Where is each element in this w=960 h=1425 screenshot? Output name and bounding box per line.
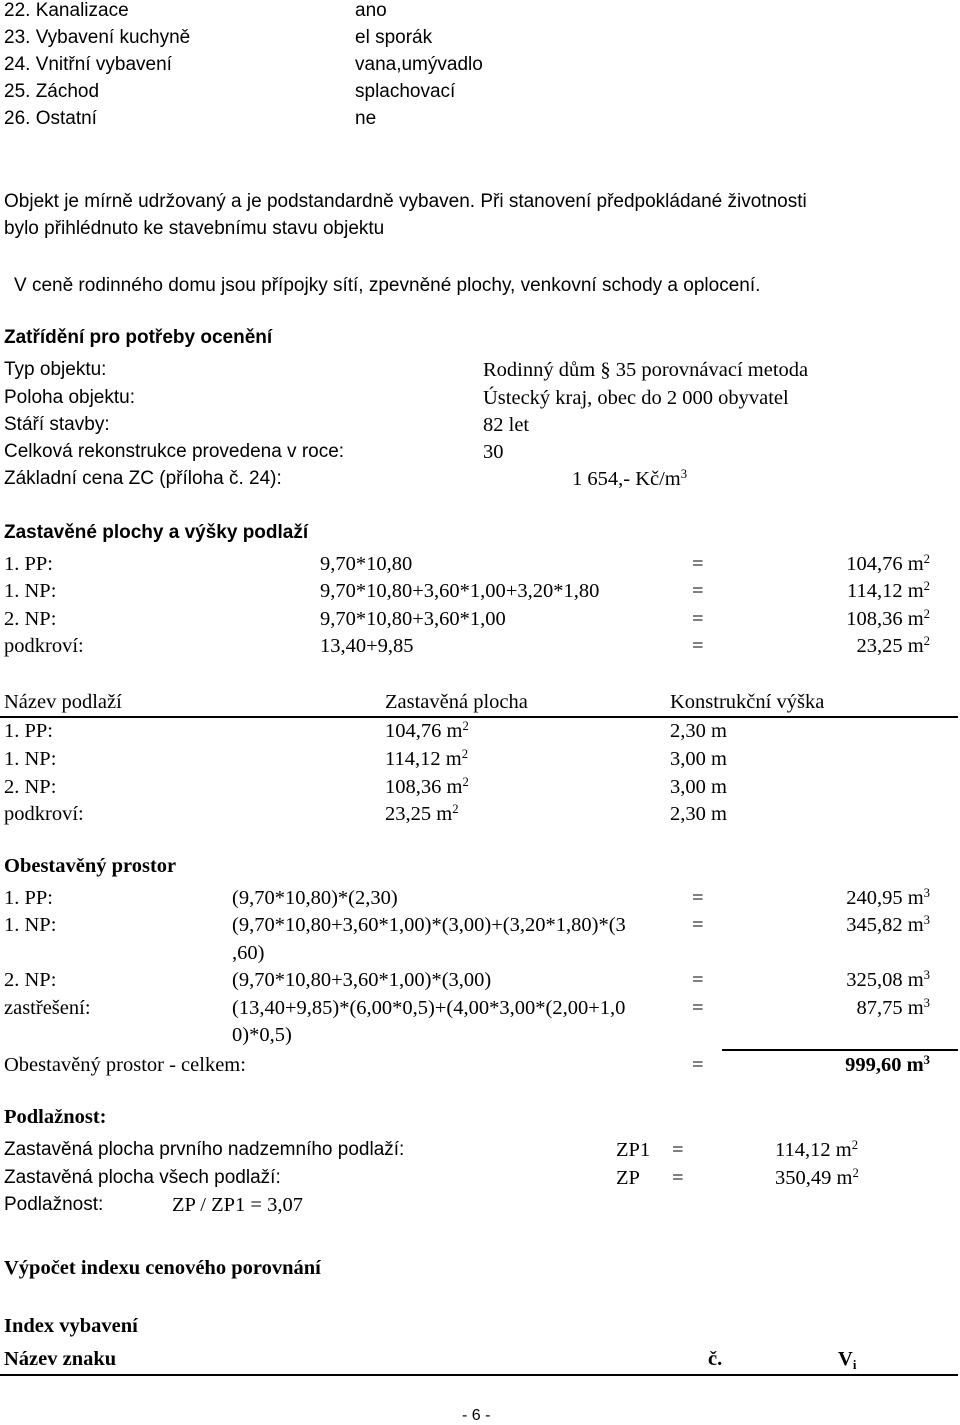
equipment-value-24: vana,umývadlo [355, 54, 483, 75]
floor-area-label: 1. PP: [4, 553, 53, 575]
floor-area-result: 104,76 $m^2$ [846, 552, 930, 575]
floor-area-label: 2. NP: [4, 608, 57, 630]
equipment-value-23: el sporák [355, 27, 433, 48]
floor-area-formula: 9,70*10,80 [320, 553, 413, 575]
equipment-value-25: splachovací [355, 81, 456, 102]
floor-ratio-result-label: Podlažnost: [4, 1194, 104, 1215]
equipment-value-22: ano [355, 0, 387, 21]
volume-total-rule [722, 1049, 958, 1051]
volume-label: zastřešení: [4, 997, 91, 1019]
col-number: č. [708, 1348, 723, 1370]
floor-table-header-rule [0, 716, 958, 718]
equipment-index-heading: Index vybavení [4, 1315, 138, 1337]
floor-table-name: 1. PP: [4, 720, 53, 742]
volume-formula: (9,70*10,80+3,60*1,00)*(3,00)+(3,20*1,80)*(3 [232, 914, 626, 936]
floor-table-header-height: Konstrukční výška [670, 691, 825, 713]
floor-ratio-heading: Podlažnost: [4, 1106, 107, 1128]
volume-label: 1. PP: [4, 887, 53, 909]
maintenance-paragraph-line2: bylo přihlédnuto ke stavebnímu stavu objektu [4, 218, 385, 239]
floor-table-area: 108,36 $m^2$ [385, 775, 469, 798]
floor-ratio-code: ZP [616, 1167, 640, 1189]
col-v-index: $V_i$ [838, 1348, 857, 1372]
volume-formula: (9,70*10,80+3,60*1,00)*(3,00) [232, 969, 492, 991]
volume-result: 240,95 $m^3$ [846, 886, 930, 909]
volume-equals: = [692, 969, 704, 991]
volume-result: 325,08 $m^3$ [846, 968, 930, 991]
col-feature-name: Název znaku [4, 1348, 117, 1370]
floor-ratio-value: 114,12 $m^2$ [775, 1138, 859, 1161]
floor-ratio-equals: = [672, 1167, 684, 1189]
floor-area-result: 108,36 $m^2$ [846, 607, 930, 630]
floor-area-result: 114,12 $m^2$ [846, 579, 930, 602]
price-index-heading: Výpočet indexu cenového porovnání [4, 1257, 321, 1279]
floor-table-name: 1. NP: [4, 748, 57, 770]
volume-formula-continued: ,60) [232, 942, 265, 964]
object-type-label: Typ objektu: [4, 359, 107, 380]
volume-formula-continued: 0)*0,5) [232, 1024, 292, 1046]
floor-area-equals: = [692, 580, 704, 602]
floor-area-equals: = [692, 635, 704, 657]
volume-total-equals: = [692, 1054, 704, 1076]
floor-table-area: 114,12 $m^2$ [385, 747, 469, 770]
reconstruction-value: 30 [483, 441, 504, 463]
equipment-label-22: 22. Kanalizace [4, 0, 129, 21]
volume-result: 345,82 $m^3$ [846, 913, 930, 936]
floor-area-label: podkroví: [4, 635, 84, 657]
floor-table-header-name: Název podlaží [4, 691, 122, 713]
age-label: Stáří stavby: [4, 414, 110, 435]
volume-formula: (9,70*10,80)*(2,30) [232, 887, 398, 909]
base-price-value: 1 654,- $Kč/m^3$ [572, 467, 688, 490]
equipment-label-25: 25. Záchod [4, 81, 100, 102]
floor-ratio-label: Zastavěná plocha prvního nadzemního podlaží: [4, 1139, 405, 1160]
volume-equals: = [692, 914, 704, 936]
floor-ratio-code: ZP1 [616, 1139, 651, 1161]
floor-table-height: 3,00 m [670, 776, 727, 798]
floor-table-area: 23,25 $m^2$ [385, 802, 459, 825]
floor-areas-heading: Zastavěné plochy a výšky podlaží [4, 522, 309, 543]
floor-table-name: podkroví: [4, 803, 84, 825]
floor-area-equals: = [692, 608, 704, 630]
maintenance-paragraph-line1: Objekt je mírně udržovaný a je podstandardně vybaven. Při stanovení předpokládané životnosti [4, 191, 807, 212]
location-label: Poloha objektu: [4, 387, 135, 408]
classification-heading: Zatřídění pro potřeby ocenění [4, 327, 273, 348]
section-sign-icon: § [600, 359, 611, 381]
floor-table-height: 3,00 m [670, 748, 727, 770]
equipment-value-26: ne [355, 108, 377, 129]
equipment-label-24: 24. Vnitřní vybavení [4, 54, 172, 75]
floor-ratio-value: 350,49 $m^2$ [775, 1166, 859, 1189]
base-price-label: Základní cena ZC (příloha č. 24): [4, 468, 282, 489]
floor-area-formula: 13,40+9,85 [320, 635, 414, 657]
location-value: Ústecký kraj, obec do 2 000 obyvatel [483, 387, 789, 409]
page-number: - 6 - [462, 1407, 491, 1424]
volume-result: 87,75 $m^3$ [856, 996, 930, 1019]
floor-area-formula: 9,70*10,80+3,60*1,00 [320, 608, 506, 630]
floor-area-result: 23,25 $m^2$ [856, 634, 930, 657]
floor-ratio-equals: = [672, 1139, 684, 1161]
object-type-value: Rodinný dům § 35 porovnávací metoda [483, 359, 809, 381]
volume-formula: (13,40+9,85)*(6,00*0,5)+(4,00*3,00*(2,00+1,0 [232, 997, 626, 1019]
floor-table-header-area: Zastavěná plocha [385, 691, 528, 713]
floor-table-area: 104,76 $m^2$ [385, 719, 469, 742]
floor-ratio-label: Zastavěná plocha všech podlaží: [4, 1167, 281, 1188]
equipment-label-23: 23. Vybavení kuchyně [4, 27, 191, 48]
volume-total-value: 999,60 $m^3$ [845, 1053, 930, 1076]
equipment-label-26: 26. Ostatní [4, 108, 97, 129]
price-inclusion-paragraph: V ceně rodinného domu jsou přípojky sítí, zpevněné plochy, venkovní schody a oplocení. [14, 275, 761, 296]
volume-equals: = [692, 887, 704, 909]
age-value: 82 let [483, 414, 530, 436]
floor-table-height: 2,30 m [670, 803, 727, 825]
floor-area-label: 1. NP: [4, 580, 57, 602]
volume-equals: = [692, 997, 704, 1019]
floor-ratio-result-value: ZP / ZP1 = 3,07 [172, 1194, 303, 1216]
floor-table-height: 2,30 m [670, 720, 727, 742]
volume-label: 1. NP: [4, 914, 57, 936]
floor-area-equals: = [692, 553, 704, 575]
floor-table-name: 2. NP: [4, 776, 57, 798]
volume-total-label: Obestavěný prostor - celkem: [4, 1054, 246, 1076]
volume-heading: Obestavěný prostor [4, 855, 177, 877]
reconstruction-label: Celková rekonstrukce provedena v roce: [4, 441, 345, 462]
index-table-rule [0, 1374, 958, 1376]
floor-area-formula: 9,70*10,80+3,60*1,00+3,20*1,80 [320, 580, 600, 602]
volume-label: 2. NP: [4, 969, 57, 991]
